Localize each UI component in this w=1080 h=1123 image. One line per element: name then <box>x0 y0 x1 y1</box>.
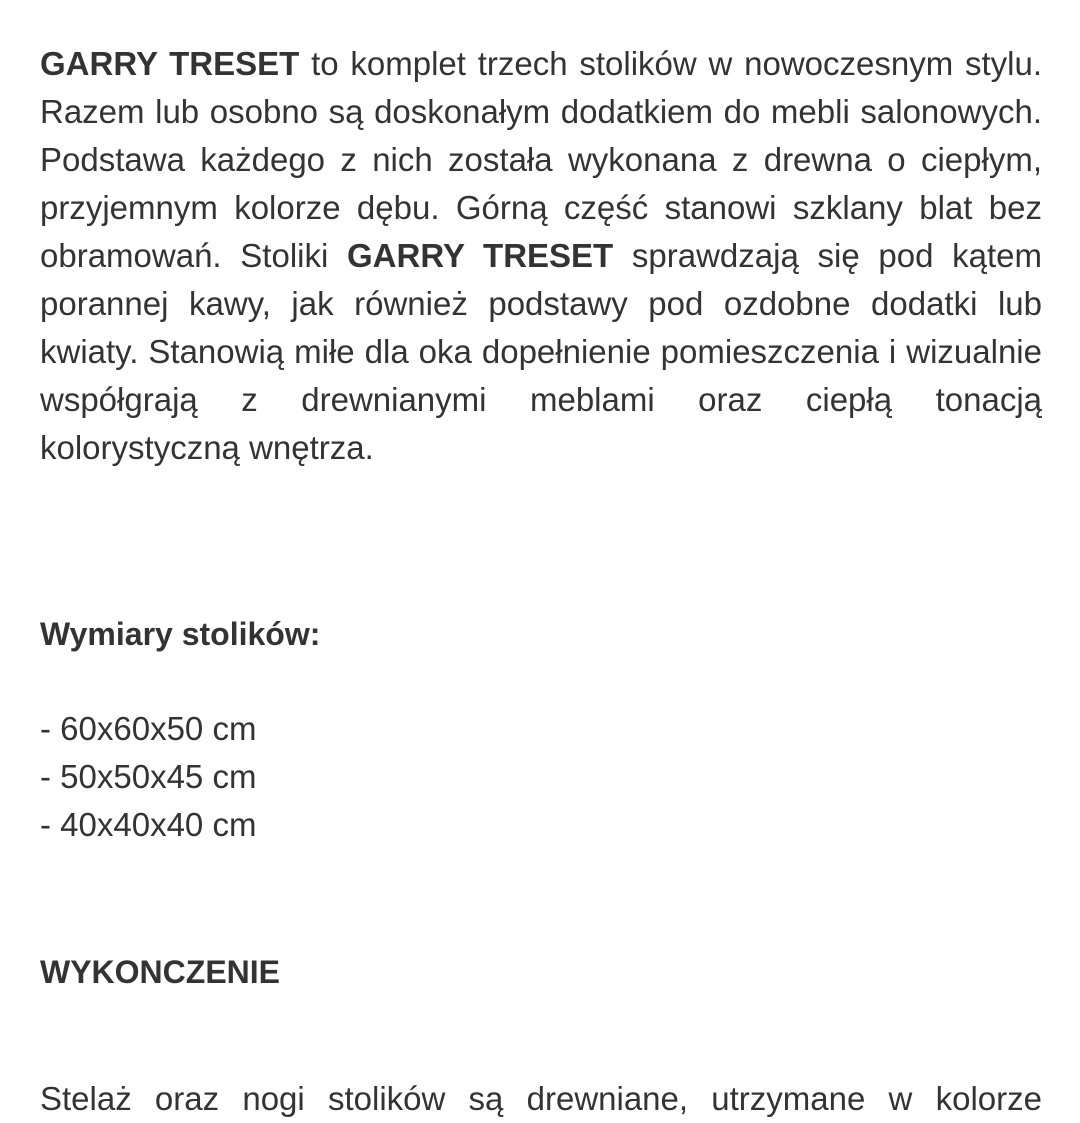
dimension-item: - 60x60x50 cm <box>40 710 257 747</box>
brand-name: GARRY TRESET <box>347 237 614 274</box>
description-text: to komplet trzech stolików w nowoczesnym stylu. Razem lub osobno są doskonałym dodatkiem do mebli salonowych. Podstawa każdego z nich została wykonana z drewna o ciepłym, przyjemnym kolorze dębu. Górną część stanowi szklany blat bez obramowań. Stoliki <box>40 45 1042 274</box>
dimension-item: - 40x40x40 cm <box>40 806 257 843</box>
dimensions-heading: Wymiary stolików: <box>40 616 321 652</box>
brand-name: GARRY TRESET <box>40 45 300 82</box>
product-description <box>40 40 1042 1117</box>
description-paragraph <box>40 40 1042 472</box>
description-text: sprawdzają się pod kątem porannej kawy, jak również podstawy pod ozdobne dodatki lub kwiaty. Stanowią miłe dla oka dopełnienie pomieszczenia i wizualnie współgrają z drewnianymi meblami oraz ciepłą tonacją kolorystyczną wnętrza. <box>40 237 1042 466</box>
finish-heading: WYKONCZENIE <box>40 954 280 990</box>
dimension-item: - 50x50x45 cm <box>40 758 257 795</box>
finish-paragraph: Stelaż oraz nogi stolików są drewniane, utrzymane w kolorze <box>40 1080 1042 1117</box>
dimensions-list <box>40 705 256 849</box>
